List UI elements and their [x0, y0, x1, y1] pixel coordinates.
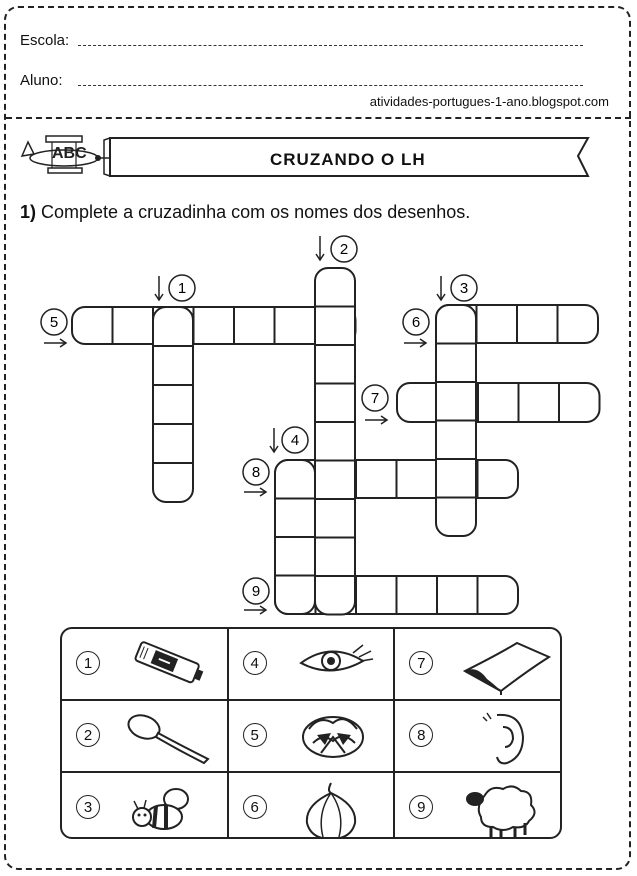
clue-2-arrow-icon: [316, 236, 324, 260]
aluno-label: Aluno:: [20, 72, 63, 89]
clue-3-number: 3: [459, 280, 469, 297]
clue-6-number: 6: [411, 314, 421, 331]
escola-label: Escola:: [20, 32, 70, 49]
sheep-icon: [457, 779, 547, 839]
picture-row: [62, 629, 560, 701]
clue-7-arrow-icon: [365, 416, 387, 424]
word-1-outline: [153, 307, 193, 502]
lettuce-icon: [291, 707, 381, 767]
picture-cell: [395, 701, 560, 771]
clue-5-number: 5: [49, 314, 59, 331]
clue-4-number: 4: [290, 432, 300, 449]
clue-number: 3: [76, 795, 100, 819]
clue-6-arrow-icon: [404, 339, 426, 347]
picture-cell: [229, 773, 396, 839]
clue-5-arrow-icon: [44, 339, 66, 347]
clue-number: 8: [409, 723, 433, 747]
clue-number: 4: [243, 651, 267, 675]
word-2-outline: [315, 268, 355, 615]
clue-1-arrow-icon: [155, 276, 163, 300]
picture-cell: [395, 773, 560, 839]
clue-number: 6: [243, 795, 267, 819]
clue-1-number: 1: [177, 280, 187, 297]
clue-9-number: 9: [251, 583, 261, 600]
clue-3-arrow-icon: [437, 276, 445, 300]
clue-8-number: 8: [251, 464, 261, 481]
roof-tile-icon: [457, 635, 557, 695]
clue-8-arrow-icon: [244, 488, 266, 496]
picture-cell: [395, 629, 560, 699]
battery-icon: [124, 635, 214, 691]
site-url: atividades-portugues-1-ano.blogspot.com: [369, 94, 609, 109]
instruction-number: 1): [20, 202, 37, 222]
picture-table: [60, 627, 562, 839]
word-5-outline: [72, 307, 356, 344]
onion-icon: [291, 779, 381, 839]
picture-cell: [229, 701, 396, 771]
spoon-icon: [124, 707, 224, 767]
clue-number: 1: [76, 651, 100, 675]
picture-cell: [62, 629, 229, 699]
clue-number: 2: [76, 723, 100, 747]
instruction-text: Complete a cruzadinha com os nomes dos desenhos.: [41, 202, 471, 222]
clue-number: 7: [409, 651, 433, 675]
word-7-outline: [397, 383, 600, 422]
plane-letters: ABC: [52, 145, 87, 162]
ear-icon: [457, 707, 547, 767]
clue-number: 9: [409, 795, 433, 819]
picture-cell: [229, 629, 396, 699]
clue-number: 5: [243, 723, 267, 747]
bee-icon: [124, 779, 214, 839]
clue-4-arrow-icon: [270, 428, 278, 452]
picture-cell: [62, 773, 229, 839]
clue-7-number: 7: [370, 390, 380, 407]
picture-row: [62, 701, 560, 773]
clue-9-arrow-icon: [244, 606, 266, 614]
eye-icon: [291, 635, 381, 691]
banner-title: CRUZANDO O LH: [270, 150, 426, 169]
picture-cell: [62, 701, 229, 771]
clue-2-number: 2: [339, 241, 349, 258]
picture-row: [62, 773, 560, 839]
